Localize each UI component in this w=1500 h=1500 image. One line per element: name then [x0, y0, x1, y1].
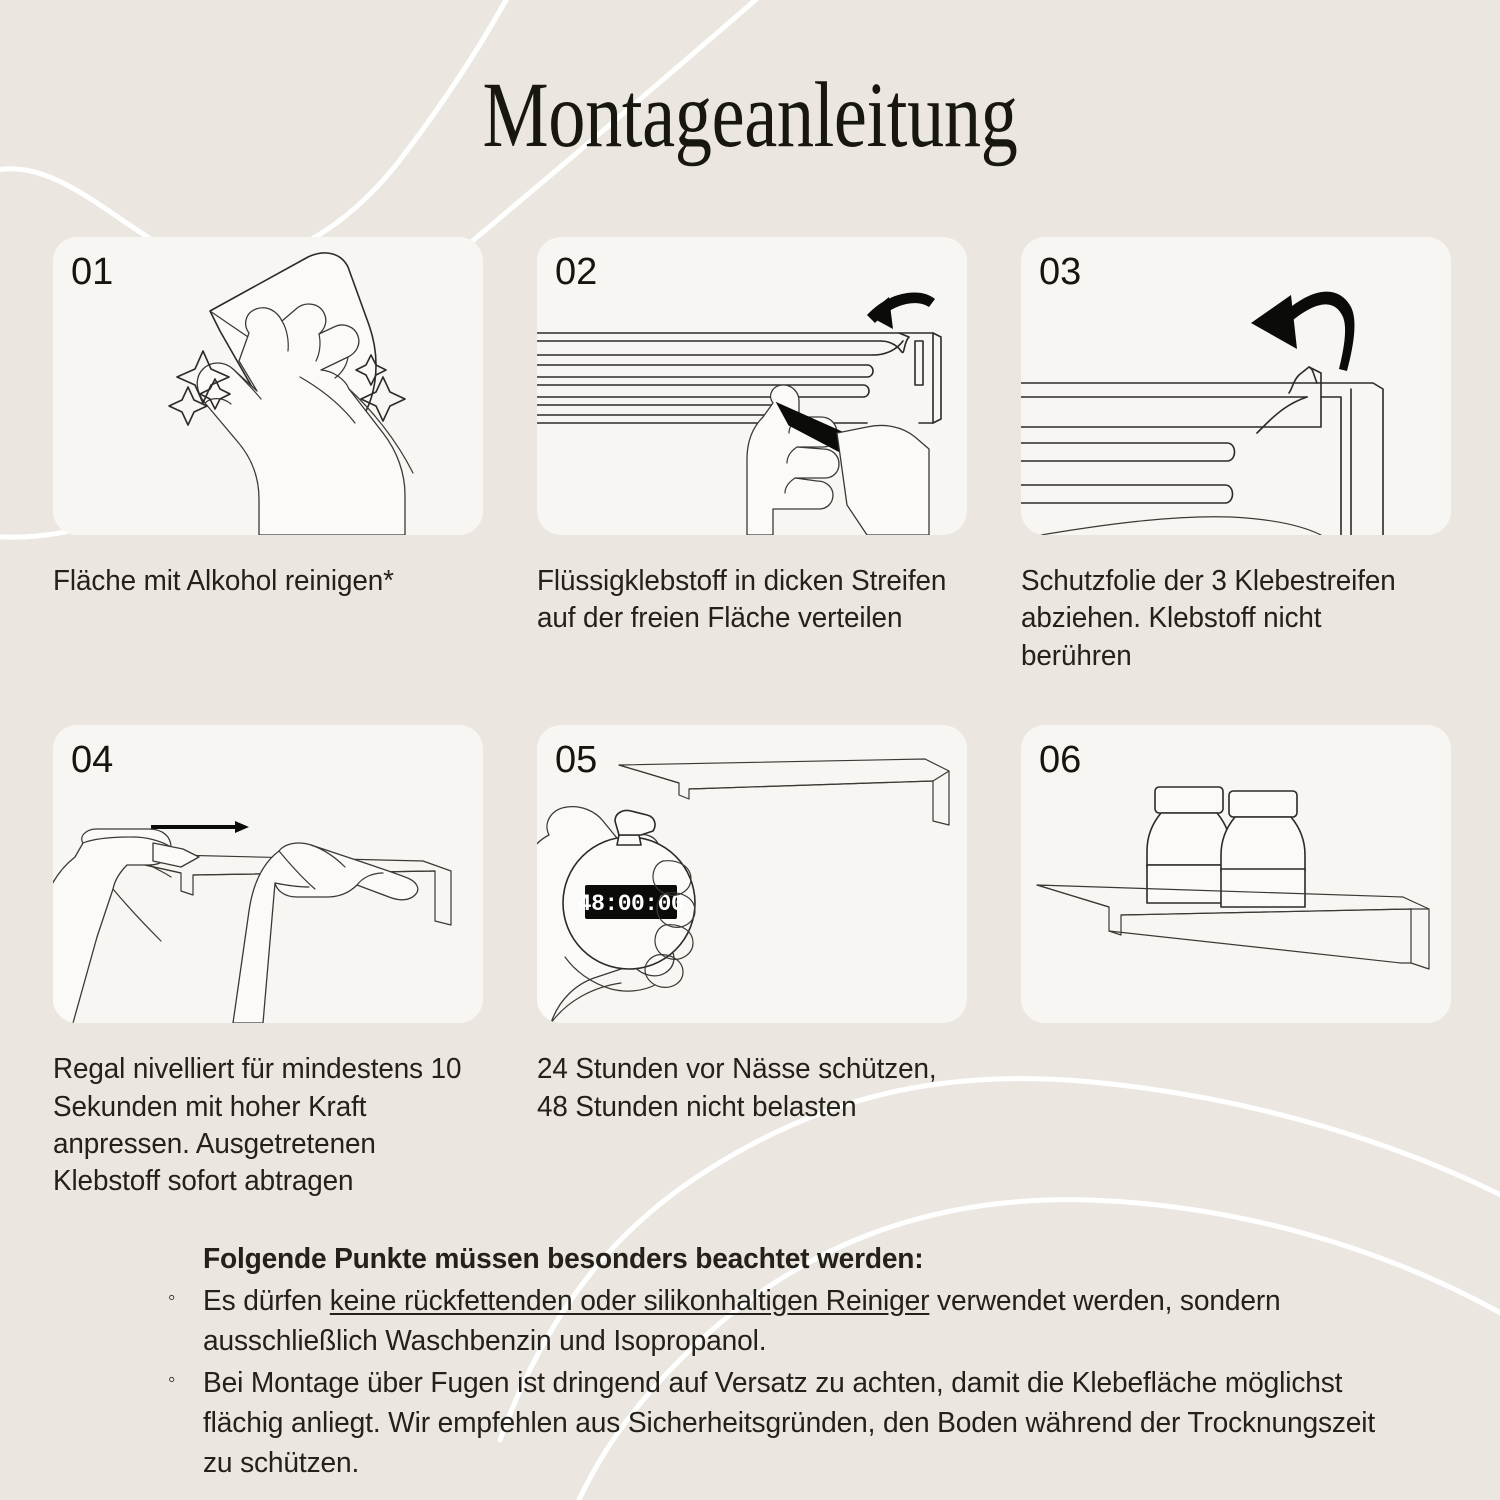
step-05-card	[537, 725, 967, 1023]
step-01-number: 01	[71, 251, 114, 293]
step-02-caption: Flüssigklebstoff in dicken Streifen auf der freien Fläche verteilen	[537, 565, 947, 635]
step-05	[537, 725, 967, 1201]
step-04-caption: Regal nivelliert für mindestens 10 Sekunden mit hoher Kraft anpressen. Ausgetretenen Klebstoff sofort abtragen	[53, 1053, 462, 1198]
note-text-2: Bei Montage über Fugen ist dringend auf Versatz zu achten, damit die Klebefläche möglichst flächig anliegt. Wir empfehlen aus Sicherheitsgründen, den Boden während der Trocknungszeit zu schützen.	[203, 1367, 1376, 1480]
step-06	[1021, 725, 1451, 1201]
bullet-icon: ◦	[168, 1368, 176, 1392]
steps-row-1	[53, 237, 1449, 675]
notes-title: Folgende Punkte müssen besonders beachtet werden:	[203, 1243, 924, 1275]
step-03-card	[1021, 237, 1451, 535]
step-02	[537, 237, 967, 675]
peeling-protective-film-icon	[1021, 237, 1451, 535]
step-01-card	[53, 237, 483, 535]
hand-wiping-surface-icon	[53, 237, 483, 535]
note-underlined-phrase: keine rückfettenden oder silikonhaltigen Reiniger	[329, 1285, 930, 1317]
step-04-number: 04	[71, 739, 114, 782]
applying-adhesive-strips-icon	[537, 237, 967, 535]
step-04-card	[53, 725, 483, 1023]
stopwatch-time: 48:00:00	[577, 891, 685, 918]
notes-section	[168, 1243, 1418, 1485]
step-05-caption: 24 Stunden vor Nässe schützen, 48 Stunden nicht belasten	[537, 1053, 937, 1123]
step-01	[53, 237, 483, 675]
step-03-number: 03	[1039, 251, 1082, 293]
note-item	[168, 1363, 1418, 1483]
step-02-number: 02	[555, 251, 598, 293]
steps-grid	[53, 237, 1449, 1201]
step-02-card	[537, 237, 967, 535]
step-04	[53, 725, 483, 1201]
step-06-number: 06	[1039, 739, 1082, 782]
step-05-number: 05	[555, 739, 598, 782]
step-01-caption: Fläche mit Alkohol reinigen*	[53, 565, 394, 597]
stopwatch-and-shelf-icon	[537, 725, 967, 1023]
step-03	[1021, 237, 1451, 675]
page-title: Montageanleitung	[482, 64, 1018, 167]
note-text-1: Es dürfen keine rückfettenden oder silikonhaltigen Reiniger verwendet werden, sondern ausschließlich Waschbenzin und Isopropanol.	[203, 1285, 1281, 1358]
step-03-caption: Schutzfolie der 3 Klebestreifen abziehen. Klebstoff nicht berühren	[1021, 565, 1396, 672]
note-item	[168, 1281, 1418, 1361]
bullet-icon: ◦	[168, 1286, 176, 1309]
step-06-card	[1021, 725, 1451, 1023]
steps-row-2	[53, 725, 1449, 1201]
pressing-shelf-icon	[53, 725, 483, 1023]
mounted-shelf-with-jars-icon	[1021, 725, 1451, 1023]
